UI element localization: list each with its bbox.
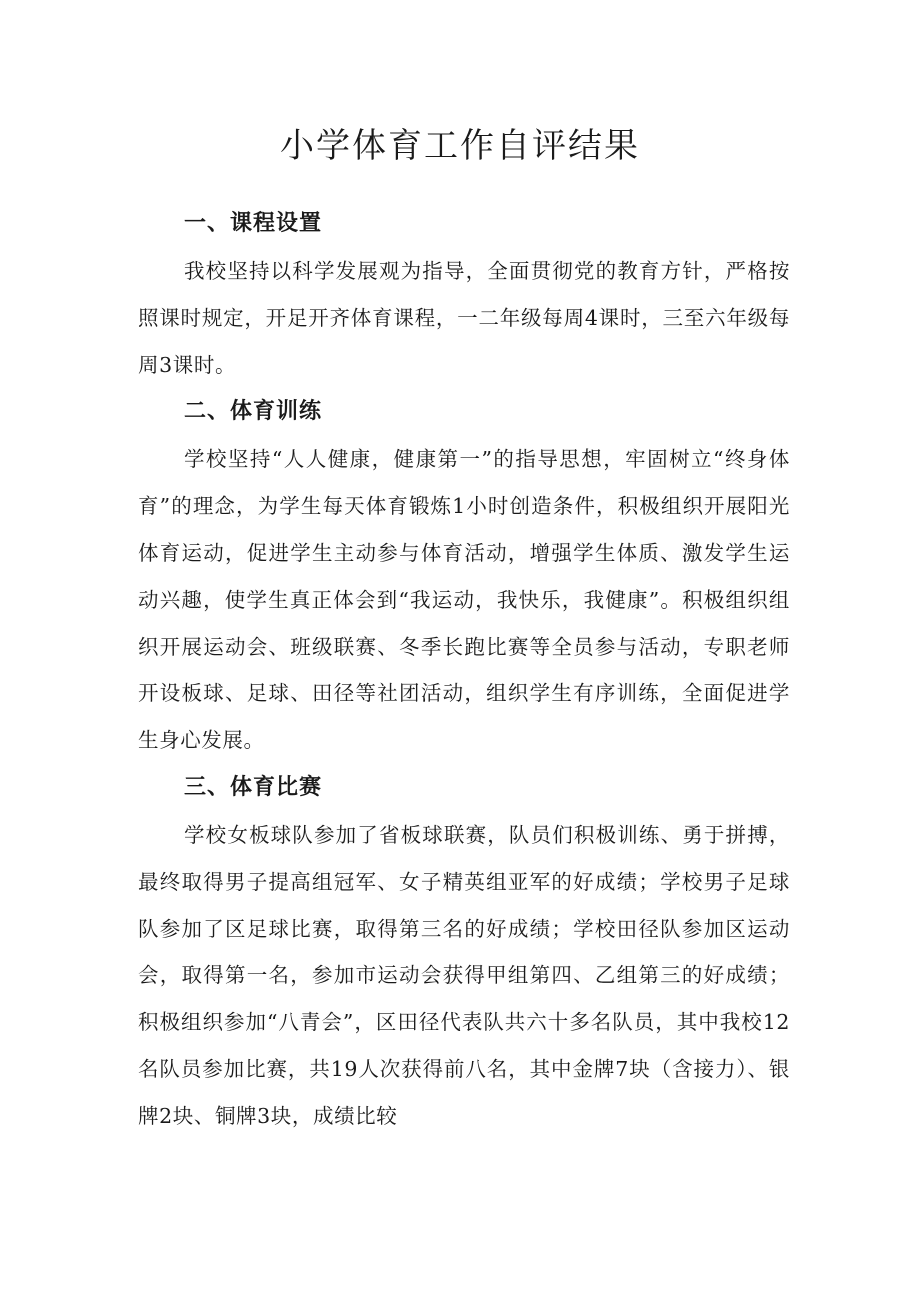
document-body — [138, 200, 790, 1140]
section-paragraph-sports-training: 学校坚持“人人健康，健康第一”的指导思想，牢固树立“终身体育”的理念，为学生每天体育锻炼1小时创造条件，积极组织开展阳光体育运动，促进学生主动参与体育活动，增强学生体质、激发学生运动兴趣，使学生真正体会到“我运动，我快乐，我健康”。积极组织组织开展运动会、班级联赛、冬季长跑比赛等全员参与活动，专职老师开设板球、足球、田径等社团活动，组织学生有序训练，全面促进学生身心发展。 — [138, 447, 790, 753]
section-heading-sports-competition: 三、体育比赛 — [184, 774, 323, 800]
section-paragraph-sports-competition: 学校女板球队参加了省板球联赛，队员们积极训练、勇于拼搏，最终取得男子提高组冠军、女子精英组亚军的好成绩；学校男子足球队参加了区足球比赛，取得第三名的好成绩；学校田径队参加区运动会，取得第一名，参加市运动会获得甲组第四、乙组第三的好成绩；积极组织参加“八青会”，区田径代表队共六十多名队员，其中我校12名队员参加比赛，共19人次获得前八名，其中金牌7块（含接力）、银牌2块、铜牌3块，成绩比较 — [138, 822, 790, 1128]
document-title: 小学体育工作自评结果 — [280, 126, 640, 166]
section-sports-competition — [138, 764, 790, 1140]
section-heading-sports-training: 二、体育训练 — [184, 399, 323, 425]
section-sports-training — [138, 388, 790, 764]
section-paragraph-course-setup: 我校坚持以科学发展观为指导，全面贯彻党的教育方针，严格按照课时规定，开足开齐体育课程，一二年级每周4课时，三至六年级每周3课时。 — [138, 259, 790, 377]
section-course-setup — [138, 200, 790, 388]
section-heading-course-setup: 一、课程设置 — [184, 211, 323, 236]
